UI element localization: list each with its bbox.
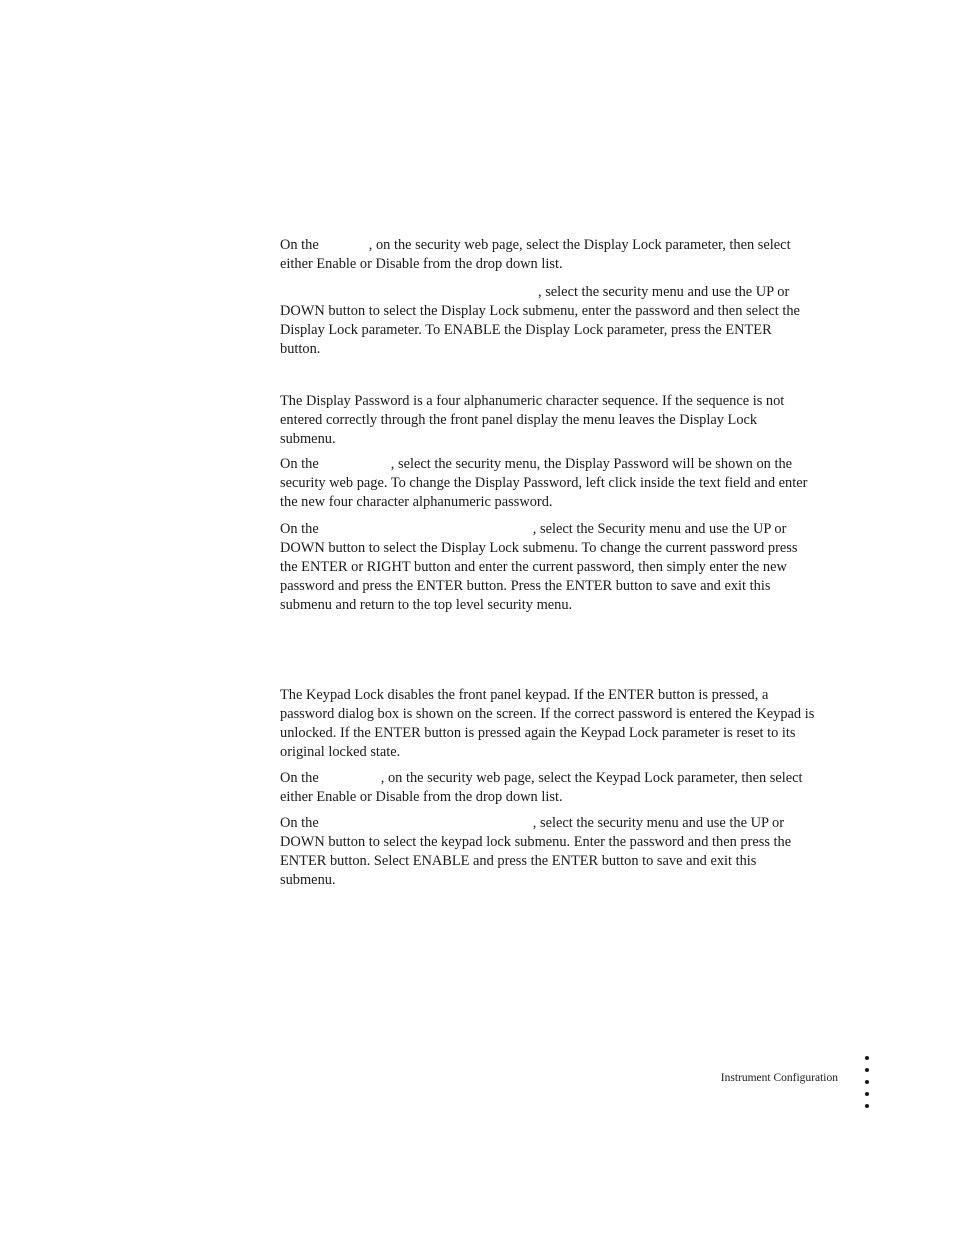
paragraph-text: , on the security web page, select the Display Lock parameter, then select either Enable or Disable from the drop down list. [280,237,791,272]
paragraph-text: On the [280,456,319,472]
paragraph-text: , select the security menu and use the UP or DOWN button to select the Display Lock submenu, enter the password and then select the Display Lock parameter. To ENABLE the Display Lock parameter, press the ENTER button. [280,284,800,357]
paragraph-display-lock-front-panel [280,283,815,359]
paragraph-text: , select the security menu and use the UP or DOWN button to select the keypad lock submenu. Enter the password and then press the ENTER button. Select ENABLE and press the ENTER button to save and exit this submenu. [280,815,792,888]
paragraph-text: On the [280,237,319,253]
paragraph-keypad-lock-intro [280,686,815,762]
footer-dot-leader [865,1056,871,1116]
paragraph-text: The Keypad Lock disables the front panel keypad. If the ENTER button is pressed, a password dialog box is shown on the screen. If the correct password is entered the Keypad is unlocked. If the ENTER button is pressed again the Keypad Lock parameter is reset to its original locked state. [280,687,815,760]
dot-icon [865,1068,869,1072]
paragraph-text: , select the Security menu and use the UP or DOWN button to select the Display Lock submenu. To change the current password press the ENTER or RIGHT button and enter the current password, then simply enter the new password and press the ENTER button. Press the ENTER button to save and exit this submenu and return to the top level security menu. [280,521,798,613]
paragraph-text: , select the security menu, the Display Password will be shown on the security web page. To change the Display Password, left click inside the text field and enter the new four character alphanumeric password. [280,456,808,510]
paragraph-display-password-web [280,455,815,512]
footer-section-title: Instrument Configuration [720,1072,838,1084]
paragraph-text: The Display Password is a four alphanumeric character sequence. If the sequence is not entered correctly through the front panel display the menu leaves the Display Lock submenu. [280,393,785,447]
dot-icon [865,1080,869,1084]
dot-icon [865,1056,869,1060]
paragraph-display-lock-web [280,236,815,274]
dot-icon [865,1092,869,1096]
dot-icon [865,1104,869,1108]
paragraph-keypad-lock-front-panel [280,814,815,890]
paragraph-display-password-intro [280,392,815,449]
paragraph-display-password-front-panel [280,520,815,615]
paragraph-keypad-lock-web [280,769,815,807]
paragraph-text: On the [280,521,319,537]
paragraph-text: On the [280,770,319,786]
paragraph-text: On the [280,815,319,831]
paragraph-text: , on the security web page, select the Keypad Lock parameter, then select either Enable or Disable from the drop down list. [280,770,803,805]
